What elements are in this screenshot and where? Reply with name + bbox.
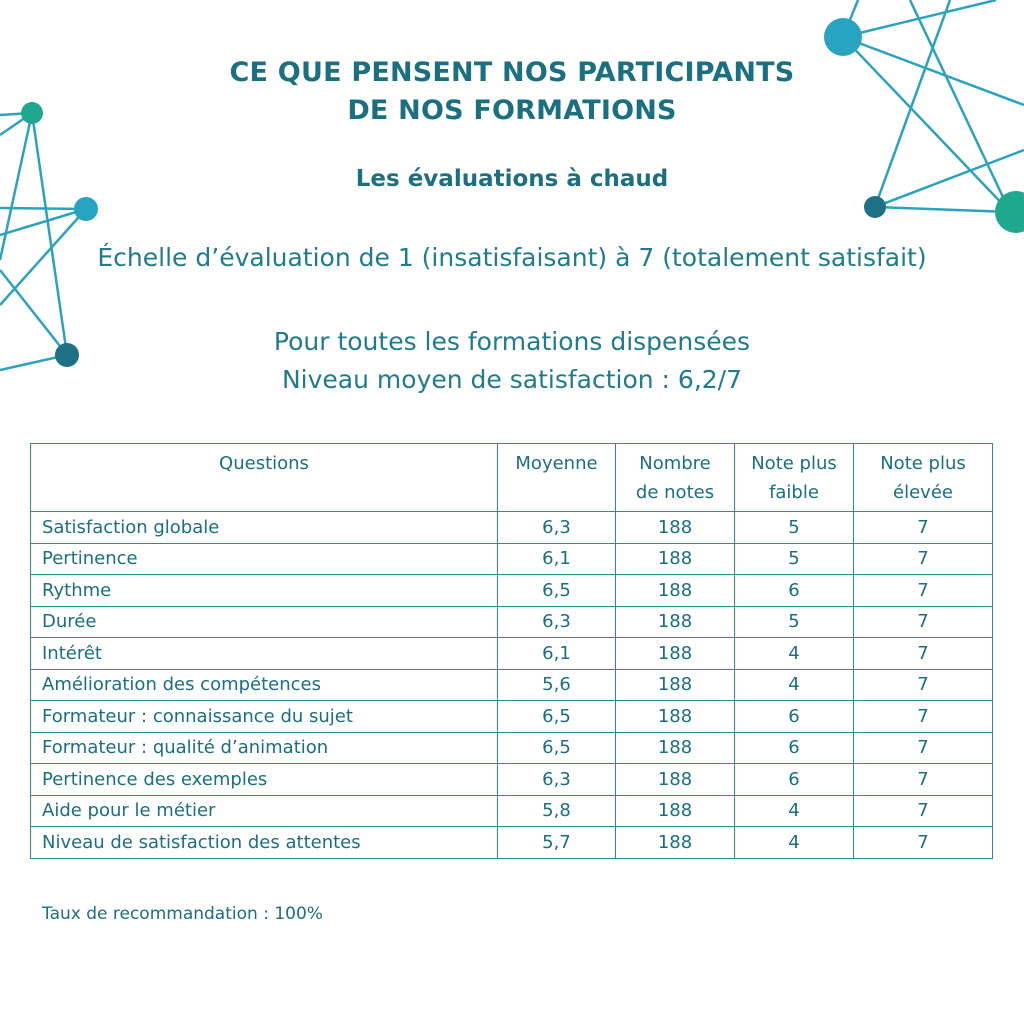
cell-max: 7: [854, 638, 993, 670]
cell-moyenne: 6,3: [498, 606, 616, 638]
cell-question: Formateur : qualité d’animation: [31, 732, 498, 764]
cell-min: 6: [735, 732, 854, 764]
cell-nombre: 188: [616, 795, 735, 827]
cell-min: 4: [735, 795, 854, 827]
cell-question: Rythme: [31, 575, 498, 607]
summary-line-1: Pour toutes les formations dispensées: [273, 327, 751, 356]
cell-max: 7: [854, 606, 993, 638]
cell-min: 4: [735, 827, 854, 859]
recommendation-rate: Taux de recommandation : 100%: [42, 904, 323, 924]
cell-question: Formateur : connaissance du sujet: [31, 701, 498, 733]
cell-min: 6: [735, 764, 854, 796]
cell-nombre: 188: [616, 764, 735, 796]
cell-nombre: 188: [616, 512, 735, 544]
cell-max: 7: [854, 701, 993, 733]
cell-max: 7: [854, 795, 993, 827]
cell-question: Niveau de satisfaction des attentes: [31, 827, 498, 859]
cell-nombre: 188: [616, 732, 735, 764]
cell-question: Pertinence: [31, 543, 498, 575]
col-header-moyenne-line-1: Moyenne: [515, 453, 598, 474]
col-header-min-line-2: faible: [769, 482, 819, 503]
cell-moyenne: 6,3: [498, 764, 616, 796]
cell-min: 4: [735, 638, 854, 670]
table-row: [31, 764, 993, 796]
results-table: [30, 443, 993, 859]
page-subtitle: Les évaluations à chaud: [355, 166, 669, 192]
col-header-questions: [31, 444, 498, 512]
table-row: [31, 827, 993, 859]
cell-max: 7: [854, 764, 993, 796]
cell-moyenne: 5,6: [498, 669, 616, 701]
cell-nombre: 188: [616, 701, 735, 733]
cell-moyenne: 6,3: [498, 512, 616, 544]
table-row: [31, 732, 993, 764]
cell-nombre: 188: [616, 575, 735, 607]
col-header-nombre-line-2: de notes: [635, 482, 715, 503]
cell-question: Satisfaction globale: [31, 512, 498, 544]
cell-min: 6: [735, 701, 854, 733]
col-header-max: [854, 444, 993, 512]
cell-question: Intérêt: [31, 638, 498, 670]
cell-max: 7: [854, 827, 993, 859]
col-header-max-line-1: Note plus: [880, 453, 966, 474]
table-row: [31, 795, 993, 827]
table-row: [31, 669, 993, 701]
cell-moyenne: 5,8: [498, 795, 616, 827]
cell-max: 7: [854, 669, 993, 701]
cell-question: Durée: [31, 606, 498, 638]
cell-moyenne: 5,7: [498, 827, 616, 859]
title-line-1: CE QUE PENSENT NOS PARTICIPANTS: [229, 57, 795, 88]
cell-max: 7: [854, 575, 993, 607]
cell-moyenne: 6,5: [498, 701, 616, 733]
cell-nombre: 188: [616, 543, 735, 575]
table-row: [31, 606, 993, 638]
cell-moyenne: 6,5: [498, 732, 616, 764]
cell-max: 7: [854, 512, 993, 544]
cell-max: 7: [854, 732, 993, 764]
table-row: [31, 701, 993, 733]
table-row: [31, 512, 993, 544]
table-row: [31, 575, 993, 607]
cell-min: 4: [735, 669, 854, 701]
satisfaction-summary: [0, 323, 1024, 399]
cell-nombre: 188: [616, 606, 735, 638]
cell-min: 5: [735, 543, 854, 575]
cell-min: 5: [735, 606, 854, 638]
cell-min: 5: [735, 512, 854, 544]
cell-max: 7: [854, 543, 993, 575]
col-header-min-line-1: Note plus: [751, 453, 837, 474]
title-line-2: DE NOS FORMATIONS: [347, 95, 677, 126]
cell-moyenne: 6,1: [498, 638, 616, 670]
table-row: [31, 543, 993, 575]
col-header-questions-line-1: Questions: [219, 453, 309, 474]
results-table-body: [31, 512, 993, 859]
summary-line-2: Niveau moyen de satisfaction : 6,2/7: [281, 365, 743, 394]
col-header-nombre-line-1: Nombre: [639, 453, 711, 474]
cell-question: Amélioration des compétences: [31, 669, 498, 701]
cell-moyenne: 6,5: [498, 575, 616, 607]
cell-nombre: 188: [616, 827, 735, 859]
cell-question: Pertinence des exemples: [31, 764, 498, 796]
cell-question: Aide pour le métier: [31, 795, 498, 827]
col-header-moyenne: [498, 444, 616, 512]
table-row: [31, 638, 993, 670]
cell-moyenne: 6,1: [498, 543, 616, 575]
cell-nombre: 188: [616, 638, 735, 670]
header-row: [31, 444, 993, 512]
cell-min: 6: [735, 575, 854, 607]
col-header-nombre: [616, 444, 735, 512]
results-table-header: [31, 444, 993, 512]
col-header-max-line-2: élevée: [893, 482, 953, 503]
page-title: [0, 54, 1024, 130]
col-header-min: [735, 444, 854, 512]
rating-scale-text: Échelle d’évaluation de 1 (insatisfaisant) à 7 (totalement satisfait): [97, 243, 927, 272]
cell-nombre: 188: [616, 669, 735, 701]
